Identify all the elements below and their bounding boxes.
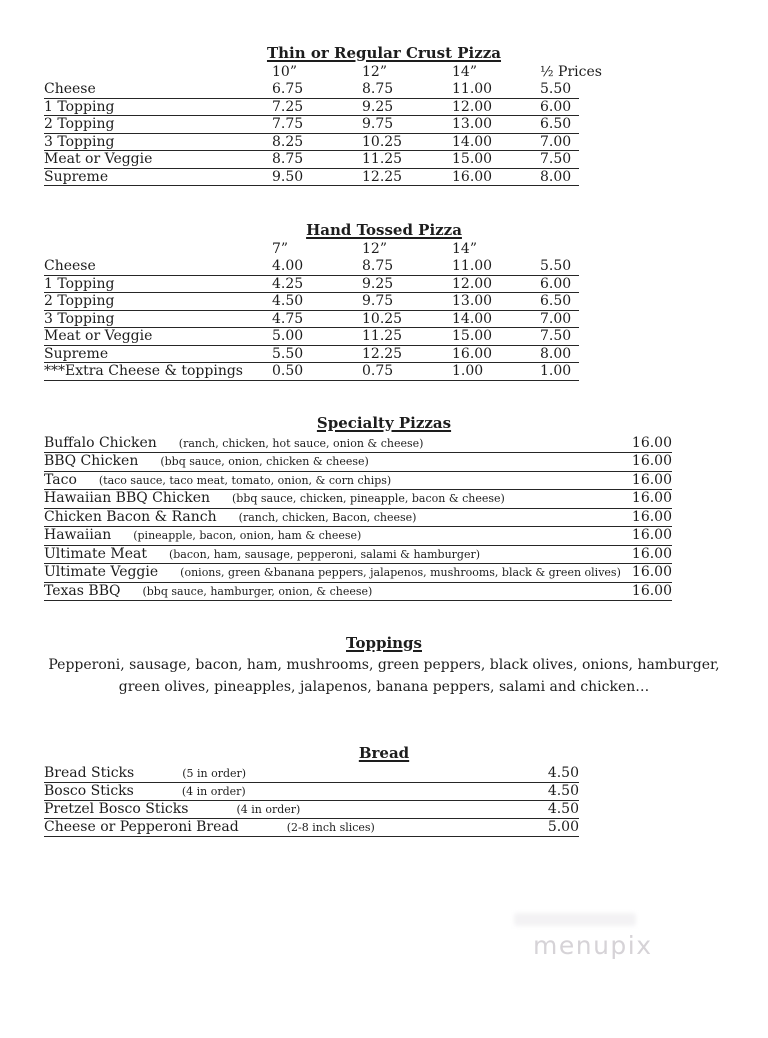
item-name: Bosco Sticks <box>44 783 134 799</box>
price-size-2: 12.25 <box>362 345 452 363</box>
price-size-2: 9.25 <box>362 275 452 293</box>
bread-item-row <box>44 801 579 819</box>
item-price: 16.00 <box>631 490 672 506</box>
price-size-3: 11.00 <box>452 258 540 275</box>
bread-section <box>0 744 768 837</box>
specialty-item-row <box>44 583 672 602</box>
item-name: 2 Topping <box>44 293 272 311</box>
specialty-item-row <box>44 453 672 472</box>
item-description: (onions, green &banana peppers, jalapenos, mushrooms, black & green olives) <box>180 566 621 579</box>
menu-price-row <box>44 151 579 169</box>
price-size-3: 16.00 <box>452 168 540 186</box>
toppings-title: Toppings <box>346 634 422 652</box>
faint-watermark-artifact <box>514 913 636 926</box>
item-name: Hawaiian BBQ Chicken <box>44 490 210 506</box>
price-size-1: 0.50 <box>272 363 362 381</box>
item-name: Cheese <box>44 81 272 98</box>
item-name: Cheese or Pepperoni Bread <box>44 819 239 835</box>
item-description: (ranch, chicken, hot sauce, onion & cheese) <box>178 436 424 450</box>
item-description: (pineapple, bacon, onion, ham & cheese) <box>133 529 362 542</box>
specialty-item-row <box>44 509 672 528</box>
price-size-1: 9.50 <box>272 168 362 186</box>
menu-price-row <box>44 310 579 328</box>
specialty-item-row <box>44 564 672 583</box>
menu-page <box>0 44 768 960</box>
price-size-3: 13.00 <box>452 293 540 311</box>
price-half: 6.50 <box>540 116 579 134</box>
price-half: 7.00 <box>540 310 579 328</box>
price-size-1: 6.75 <box>272 81 362 98</box>
item-name: Meat or Veggie <box>44 151 272 169</box>
item-description: (5 in order) <box>182 767 247 780</box>
price-half: 5.50 <box>540 81 579 98</box>
item-name: Chicken Bacon & Ranch <box>44 508 217 525</box>
menu-price-row <box>44 168 579 186</box>
price-size-2: 10.25 <box>362 133 452 151</box>
specialty-item-row <box>44 435 672 454</box>
price-size-3: 11.00 <box>452 81 540 98</box>
price-size-1: 7.25 <box>272 98 362 116</box>
specialty-item-row <box>44 490 672 509</box>
item-price: 16.00 <box>631 527 672 543</box>
menu-price-row <box>44 293 579 311</box>
column-header-size-14: 14” <box>452 241 477 257</box>
item-price: 16.00 <box>631 545 672 562</box>
specialty-item-row <box>44 546 672 565</box>
price-size-1: 8.25 <box>272 133 362 151</box>
item-name: Texas BBQ <box>44 582 121 599</box>
item-name: 1 Topping <box>44 275 272 293</box>
toppings-list-text: Pepperoni, sausage, bacon, ham, mushrooms, green peppers, black olives, onions, hamburger, green olives, pineapples, jalapenos, banana peppers, salami and chicken… <box>48 657 720 695</box>
price-size-1: 4.00 <box>272 258 362 275</box>
price-size-3: 13.00 <box>452 116 540 134</box>
price-size-2: 9.25 <box>362 98 452 116</box>
item-name: 3 Topping <box>44 133 272 151</box>
column-header-half-prices: ½ Prices <box>540 64 602 80</box>
price-half: 8.00 <box>540 345 579 363</box>
price-size-2: 9.75 <box>362 293 452 311</box>
item-price: 16.00 <box>631 471 672 488</box>
price-half: 5.50 <box>540 258 579 275</box>
item-name: Bread Sticks <box>44 765 135 781</box>
item-description: (2-8 inch slices) <box>286 821 375 834</box>
item-description: (4 in order) <box>181 785 246 798</box>
item-name: ***Extra Cheese & toppings <box>44 363 272 381</box>
item-name: Ultimate Meat <box>44 545 147 562</box>
column-header-empty <box>540 241 579 258</box>
hand-tossed-table <box>44 241 579 381</box>
price-half: 7.50 <box>540 151 579 169</box>
thin-crust-table <box>44 64 602 186</box>
menu-price-row <box>44 258 579 275</box>
item-price: 4.50 <box>547 783 579 799</box>
price-size-3: 14.00 <box>452 310 540 328</box>
hand-tossed-size-header-row <box>44 241 579 258</box>
price-size-3: 14.00 <box>452 133 540 151</box>
price-size-3: 12.00 <box>452 275 540 293</box>
price-half: 1.00 <box>540 363 579 381</box>
item-price: 5.00 <box>547 819 579 835</box>
item-description: (bbq sauce, onion, chicken & cheese) <box>160 455 369 468</box>
bread-item-row <box>44 783 579 801</box>
menu-price-row <box>44 116 579 134</box>
menupix-watermark: menupix <box>533 931 653 960</box>
price-half: 6.00 <box>540 98 579 116</box>
column-header-size-10: 10” <box>272 64 297 80</box>
price-size-3: 15.00 <box>452 328 540 346</box>
item-price: 16.00 <box>631 564 672 580</box>
specialty-pizzas-list <box>44 435 672 602</box>
item-description: (bacon, ham, sausage, pepperoni, salami & hamburger) <box>168 547 481 561</box>
price-size-2: 12.25 <box>362 168 452 186</box>
item-name: Taco <box>44 471 77 488</box>
column-header-size-7: 7” <box>272 241 289 257</box>
price-size-1: 7.75 <box>272 116 362 134</box>
column-header-size-14: 14” <box>452 64 477 80</box>
item-name: 3 Topping <box>44 310 272 328</box>
item-description: (4 in order) <box>236 803 301 816</box>
price-size-3: 1.00 <box>452 363 540 381</box>
menu-price-row <box>44 98 579 116</box>
item-price: 16.00 <box>631 434 672 451</box>
bread-item-row <box>44 819 579 837</box>
item-name: Meat or Veggie <box>44 328 272 346</box>
price-size-2: 10.25 <box>362 310 452 328</box>
specialty-pizzas-title: Specialty Pizzas <box>316 413 452 432</box>
menu-price-row <box>44 275 579 293</box>
price-size-2: 8.75 <box>362 81 452 98</box>
menu-price-row <box>44 328 579 346</box>
item-name: 2 Topping <box>44 116 272 134</box>
item-price: 16.00 <box>631 508 672 525</box>
price-size-3: 12.00 <box>452 98 540 116</box>
item-description: (ranch, chicken, Bacon, cheese) <box>238 510 417 524</box>
menu-price-row <box>44 345 579 363</box>
specialty-item-row <box>44 472 672 491</box>
hand-tossed-section <box>0 221 768 381</box>
item-price: 16.00 <box>631 453 672 469</box>
price-size-1: 5.50 <box>272 345 362 363</box>
price-size-1: 4.25 <box>272 275 362 293</box>
thin-crust-title: Thin or Regular Crust Pizza <box>266 44 502 62</box>
price-size-2: 11.25 <box>362 328 452 346</box>
price-size-1: 4.75 <box>272 310 362 328</box>
item-name: Supreme <box>44 168 272 186</box>
menu-price-row <box>44 363 579 381</box>
price-size-3: 15.00 <box>452 151 540 169</box>
item-name: 1 Topping <box>44 98 272 116</box>
item-price: 4.50 <box>547 801 579 817</box>
price-size-2: 8.75 <box>362 258 452 275</box>
column-header-size-12: 12” <box>362 241 387 257</box>
item-price: 4.50 <box>547 765 579 781</box>
bread-list <box>44 765 579 837</box>
bread-item-row <box>44 765 579 783</box>
item-description: (taco sauce, taco meat, tomato, onion, & corn chips) <box>98 473 392 487</box>
price-half: 7.00 <box>540 133 579 151</box>
price-size-1: 5.00 <box>272 328 362 346</box>
menu-price-row <box>44 133 579 151</box>
item-description: (bbq sauce, chicken, pineapple, bacon & cheese) <box>232 492 505 505</box>
specialty-pizzas-section <box>0 414 768 602</box>
column-header-size-12: 12” <box>362 64 387 80</box>
item-name: Buffalo Chicken <box>44 434 157 451</box>
item-name: BBQ Chicken <box>44 453 139 469</box>
price-size-3: 16.00 <box>452 345 540 363</box>
price-size-2: 11.25 <box>362 151 452 169</box>
item-description: (bbq sauce, hamburger, onion, & cheese) <box>142 584 373 598</box>
item-name: Pretzel Bosco Sticks <box>44 801 189 817</box>
price-size-1: 4.50 <box>272 293 362 311</box>
menu-price-row <box>44 81 579 98</box>
item-name: Ultimate Veggie <box>44 564 159 580</box>
specialty-item-row <box>44 527 672 546</box>
toppings-section <box>0 634 768 698</box>
price-half: 7.50 <box>540 328 579 346</box>
bread-title: Bread <box>358 744 410 762</box>
column-header-empty <box>44 64 272 81</box>
thin-crust-section <box>0 44 768 186</box>
thin-crust-size-header-row <box>44 64 579 81</box>
price-half: 6.50 <box>540 293 579 311</box>
item-name: Cheese <box>44 258 272 275</box>
price-size-1: 8.75 <box>272 151 362 169</box>
price-half: 6.00 <box>540 275 579 293</box>
item-price: 16.00 <box>631 582 672 599</box>
item-name: Hawaiian <box>44 527 112 543</box>
column-header-empty <box>44 241 272 258</box>
item-name: Supreme <box>44 345 272 363</box>
price-size-2: 9.75 <box>362 116 452 134</box>
price-size-2: 0.75 <box>362 363 452 381</box>
price-half: 8.00 <box>540 168 579 186</box>
hand-tossed-title: Hand Tossed Pizza <box>306 221 462 239</box>
